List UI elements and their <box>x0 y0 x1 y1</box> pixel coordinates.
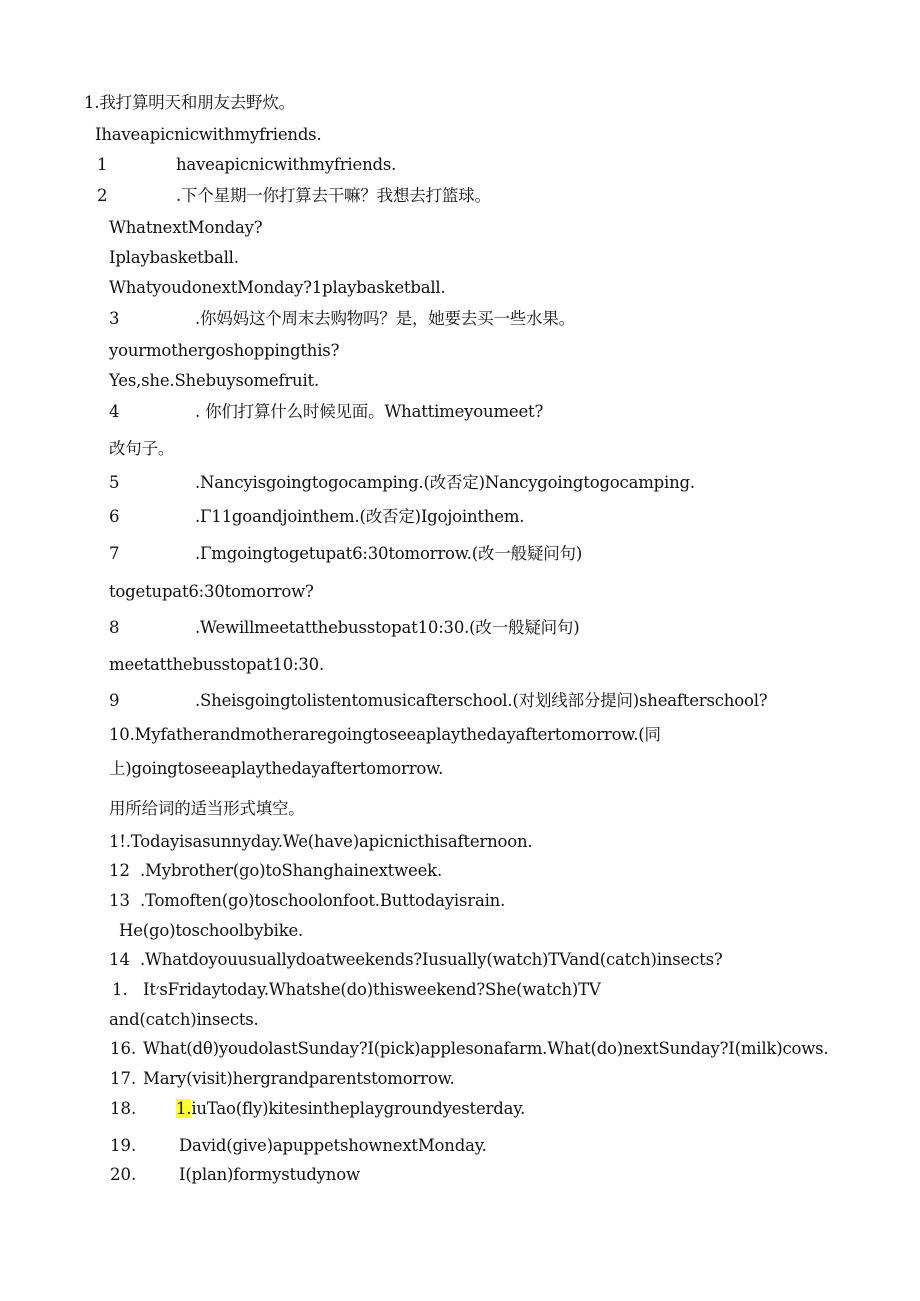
answer-line: WhatnextMonday? <box>109 218 263 237</box>
question-line: Mary(visit)hergrandparentstomorrow. <box>143 1069 455 1088</box>
answer-line: Iplaybasketball. <box>109 248 239 267</box>
item-number: 16. <box>110 1039 137 1058</box>
answer-line: He(go)toschoolbybike. <box>119 921 304 940</box>
item-number: 8 <box>109 618 120 637</box>
question-line: 10.Myfatherandmotheraregoingtoseeaplaythedayaftertomorrow.(同 <box>109 725 661 744</box>
answer-line: meetatthebusstopat10:30. <box>109 655 325 674</box>
question-line: .Γ11goandjointhem.(改否定)Igojointhem. <box>195 507 525 526</box>
item-number: 12 <box>109 861 130 880</box>
question-line: .下个星期一你打算去干嘛？我想去打篮球。 <box>176 186 491 205</box>
answer-line: WhatyoudonextMonday?1playbasketball. <box>109 278 446 297</box>
answer-line: haveapicnicwithmyfriends. <box>176 155 397 174</box>
item-number: 7 <box>109 544 120 563</box>
answer-line: 上)goingtoseeaplaythedayaftertomorrow. <box>109 759 444 778</box>
question-line: What(dθ)youdolastSunday?I(pick)applesonafarm.What(do)nextSunday?I(milk)cows. <box>143 1039 829 1058</box>
item-number: 9 <box>109 691 120 710</box>
item-number: 19. <box>110 1136 137 1155</box>
item-number: 3 <box>109 309 120 328</box>
question-line: .Tomoften(go)toschoolonfoot.Buttodayisrain. <box>140 891 506 910</box>
question-line: It׳sFridaytoday.Whatshe(do)thisweekend?She(watch)TV <box>143 980 601 999</box>
question-line: .你妈妈这个周末去购物吗？是，她要去买一些水果。 <box>195 309 575 328</box>
item-number: 5 <box>109 473 120 492</box>
answer-line: and(catch)insects. <box>109 1010 259 1029</box>
answer-line: Yes,she.Shebuysomefruit. <box>109 371 320 390</box>
answer-line: togetupat6:30tomorrow? <box>109 582 314 601</box>
answer-line: Ihaveapicnicwithmyfriends. <box>95 125 322 144</box>
question-line: David(give)apuppetshownextMonday. <box>179 1136 487 1155</box>
section-heading: 用所给词的适当形式填空。 <box>109 799 305 818</box>
question-line: . 你们打算什么时候见面。Whattimeyoumeet? <box>195 402 544 421</box>
item-number: 6 <box>109 507 120 526</box>
item-number: 4 <box>109 402 120 421</box>
question-line: 1!.Todayisasunnyday.We(have)apicnicthisafternoon. <box>109 832 533 851</box>
item-number: 1 <box>97 155 108 174</box>
question-line <box>176 1099 525 1119</box>
answer-line: yourmothergoshoppingthis? <box>109 341 340 360</box>
question-line: .Nancyisgoingtogocamping.(改否定)Nancygoingtogocamping. <box>195 473 695 492</box>
item-number: 13 <box>109 891 130 910</box>
question-line: .Whatdoyouusuallydoatweekends?Iusually(watch)TVand(catch)insects? <box>140 950 723 969</box>
heading-line-1: 1.我打算明天和朋友去野炊。 <box>84 93 295 112</box>
item-number: 20. <box>110 1165 137 1184</box>
question-line: .Wewillmeetatthebusstopat10:30.(改一般疑问句) <box>195 618 580 637</box>
item-number: 2 <box>97 186 108 205</box>
item-number: 1. <box>112 980 128 999</box>
question-text: iuTao(fly)kitesintheplaygroundyesterday. <box>191 1099 526 1118</box>
question-line: .Γmgoingtogetupat6:30tomorrow.(改一般疑问句) <box>195 544 583 563</box>
item-number: 17. <box>110 1069 137 1088</box>
question-line: .Mybrother(go)toShanghainextweek. <box>140 861 443 880</box>
section-heading: 改句子。 <box>109 439 175 458</box>
item-number: 14 <box>109 950 130 969</box>
question-line: I(plan)formystudynow <box>179 1165 360 1184</box>
question-line: .Sheisgoingtolistentomusicafterschool.(对划线部分提问)sheafterschool? <box>195 691 768 710</box>
highlighted-text: 1. <box>176 1099 192 1118</box>
item-number: 18. <box>110 1099 137 1118</box>
